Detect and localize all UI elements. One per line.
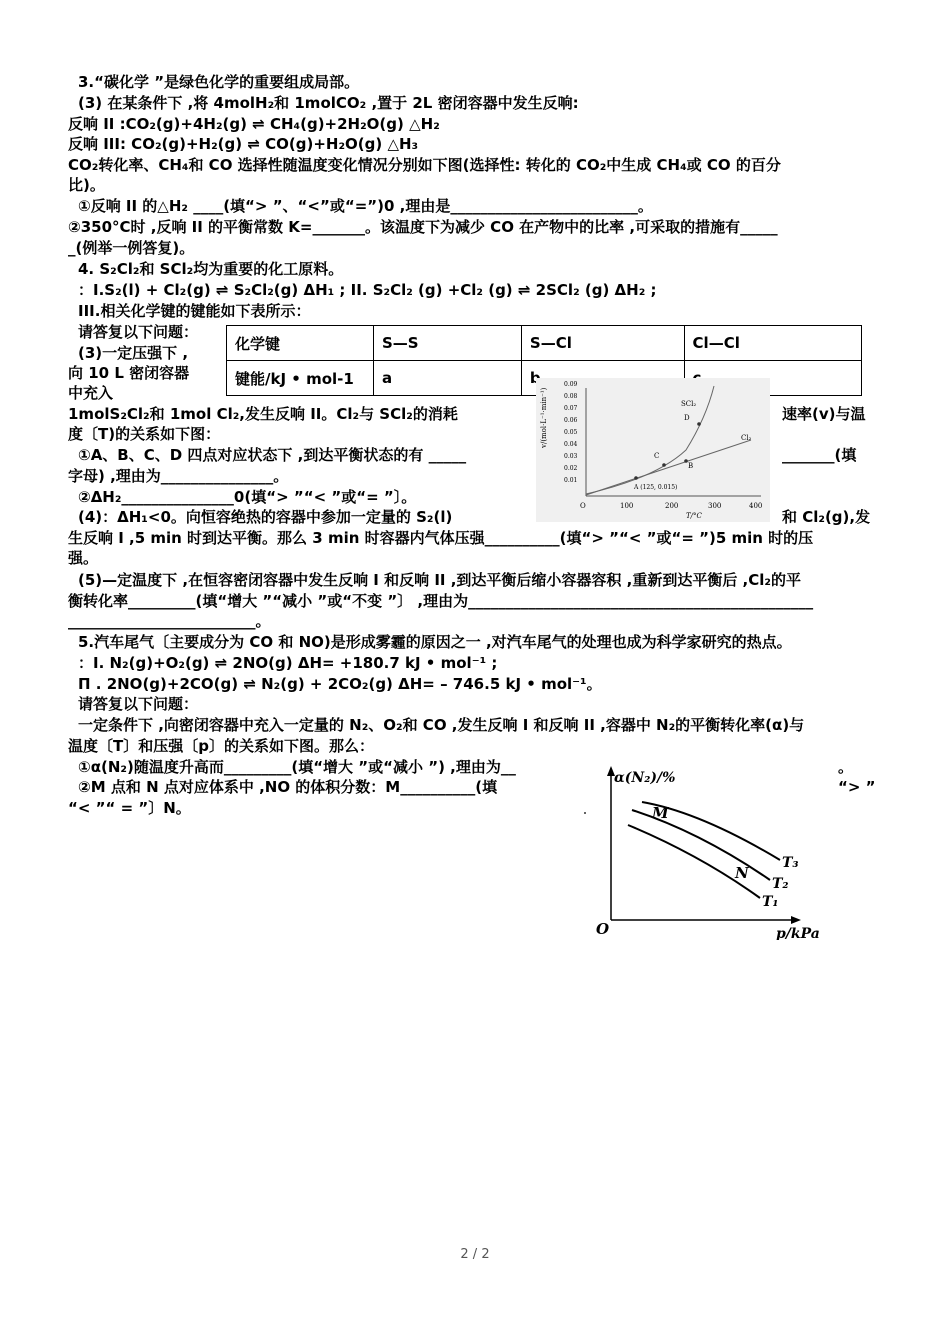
- point-b-label: B: [688, 462, 694, 470]
- xtick: 300: [708, 502, 722, 510]
- q4-part5-c: _________________________。: [68, 612, 271, 630]
- q4-part3-c: 中充入: [68, 384, 114, 402]
- chart1-xlabel: T/°C: [686, 512, 702, 520]
- point-a: [634, 476, 638, 480]
- q4-bond-intro: III.相关化学键的键能如下表所示：: [78, 302, 311, 320]
- ytick: 0.05: [564, 429, 578, 436]
- q5-para-1: 一定条件下 ,向密闭容器中充入一定量的 N₂、O₂和 CO ,发生反响 I 和反响 II ,容器中 N₂的平衡转化率(α)与: [78, 716, 805, 734]
- xtick: 100: [620, 502, 634, 510]
- conversion-pressure-chart: [580, 760, 830, 940]
- q5-sub2-right: “> ”: [838, 778, 876, 796]
- q3-part3: (3) 在某条件下 ,将 4molH₂和 1molCO₂ ,置于 2L 密闭容器中发生反响:: [78, 94, 579, 112]
- ytick: 0.07: [564, 405, 578, 412]
- q4-item1: ①A、B、C、D 四点对应状态下 ,到达平衡状态的有 _____: [78, 446, 467, 464]
- table-cell: b: [521, 361, 684, 396]
- table-cell: S—Cl: [521, 326, 684, 361]
- page-number: 2 / 2: [460, 1247, 490, 1262]
- q4-ask: 请答复以下问题：: [78, 323, 199, 341]
- table-cell: 键能/kJ • mol-1: [227, 361, 374, 396]
- ytick: 0.01: [564, 477, 578, 484]
- q5-reaction-2: Π . 2NO(g)+2CO(g) ⇌ N₂(g) + 2CO₂(g) ΔH= – 746.5 kJ • mol⁻¹。: [78, 675, 602, 693]
- point-d-label: D: [684, 414, 690, 422]
- point-n-label: N: [735, 864, 749, 882]
- table-cell: 化学键: [227, 326, 374, 361]
- q5-sub1: ①α(N₂)随温度升高而_________(填“增大 ”或“减小 ”) ,理由为__: [78, 758, 516, 776]
- table-cell: Cl—Cl: [684, 326, 861, 361]
- q5-title: 5.汽车尾气〔主要成分为 CO 和 NO)是形成雾霾的原因之一 ,对汽车尾气的处理也成为科学家研究的热点。: [78, 633, 792, 651]
- q3-sub1: ①反响 II 的△H₂ ____(填“> ”、“<”或“=”)0 ,理由是_________________________。: [78, 197, 653, 215]
- q4-part3-e: 度〔T)的关系如下图：: [68, 425, 221, 443]
- q5-sub2: ②M 点和 N 点对应体系中 ,NO 的体积分数：M__________(填: [78, 778, 498, 796]
- point-c-label: C: [654, 452, 660, 460]
- q3-title: 3.“碳化学 ”是绿色化学的重要组成局部。: [78, 73, 360, 91]
- reaction-3: 反响 III: CO₂(g)+H₂(g) ⇌ CO(g)+H₂O(g) △H₃: [68, 135, 419, 153]
- ytick: 0.06: [564, 417, 578, 424]
- chart1-xticks: [580, 502, 762, 510]
- q5-ask: 请答复以下问题：: [78, 695, 199, 713]
- label-t1: T₁: [762, 894, 779, 910]
- xtick: O: [580, 502, 586, 510]
- scl2-label: SCl₂: [681, 400, 697, 408]
- q4-part4: (4)：ΔH₁<0。向恒容绝热的容器中参加一定量的 S₂(l): [78, 508, 453, 526]
- point-m-label: M: [652, 804, 669, 822]
- q3-sub2-cont: _(例举一例答复)。: [68, 239, 195, 257]
- point-a-label: A (125, 0.015): [634, 484, 678, 491]
- selectivity-text-2: 比)。: [68, 176, 105, 194]
- ytick: 0.08: [564, 393, 578, 400]
- q4-part3-a: (3)一定压强下 ,: [78, 344, 189, 362]
- label-t2: T₂: [772, 876, 789, 892]
- rate-temperature-chart: [536, 378, 770, 522]
- table-cell: c: [684, 361, 861, 396]
- reaction-2: 反响 II :CO₂(g)+4H₂(g) ⇌ CH₄(g)+2H₂O(g) △H₂: [68, 115, 440, 133]
- ytick: 0.09: [564, 381, 578, 388]
- chart1-yticks: [564, 381, 578, 484]
- q3-sub2: ②350°C时 ,反响 II 的平衡常数 K=_______。该温度下为减少 CO 在产物中的比率 ,可采取的措施有_____: [68, 218, 778, 236]
- xtick: 400: [749, 502, 763, 510]
- q4-title: 4. S₂Cl₂和 SCl₂均为重要的化工原料。: [78, 260, 344, 278]
- table-header-row: [227, 326, 862, 361]
- chart2-ylabel: α(N₂)/%: [614, 770, 676, 786]
- q4-part3-b: 向 10 L 密闭容器: [68, 364, 190, 382]
- q4-part4-c: 强。: [68, 549, 99, 567]
- chart2-xlabel: p/kPa: [776, 926, 820, 940]
- chart1-ylabel: v/(mol·L⁻¹·min⁻¹): [540, 387, 548, 448]
- stray-dot: [584, 812, 586, 814]
- point-c: [662, 463, 666, 467]
- xtick: 200: [665, 502, 679, 510]
- cl2-label: Cl₂: [741, 434, 752, 442]
- q5-reaction-1: ：I. N₂(g)+O₂(g) ⇌ 2NO(g) ΔH= +180.7 kJ • mol⁻¹ ;: [78, 654, 498, 672]
- point-d: [697, 422, 701, 426]
- chart2-origin: O: [596, 920, 610, 938]
- label-t3: T₃: [782, 855, 799, 871]
- q4-item1-right: _______(填: [782, 446, 857, 464]
- q4-part3-d: 1molS₂Cl₂和 1mol Cl₂,发生反响 II。Cl₂与 SCl₂的消耗: [68, 405, 458, 423]
- q4-part4-b: 生反响 I ,5 min 时到达平衡。那么 3 min 时容器内气体压强__________(填“> ”“< ”或“= ”)5 min 时的压: [68, 529, 814, 547]
- q4-part3-d-right: 速率(v)与温: [782, 405, 866, 423]
- q4-reactions: ：I.S₂(l) + Cl₂(g) ⇌ S₂Cl₂(g) ΔH₁ ; II. S₂Cl₂ (g) +Cl₂ (g) ⇌ 2SCl₂ (g) ΔH₂ ;: [78, 281, 657, 299]
- ytick: 0.03: [564, 453, 578, 460]
- q4-item2: ②ΔH₂_______________0(填“> ”“< ”或“= ”〕。: [78, 488, 417, 506]
- q5-sub1-right: 。: [838, 758, 854, 776]
- chart2-x-arrow: [791, 916, 801, 924]
- q4-item1-cont: 字母) ,理由为_______________。: [68, 467, 289, 485]
- ytick: 0.02: [564, 465, 578, 472]
- table-cell: S—S: [374, 326, 522, 361]
- q5-sub2-cont: “< ”“ = ”〕N。: [68, 799, 191, 817]
- selectivity-text: CO₂转化率、CH₄和 CO 选择性随温度变化情况分别如下图(选择性: 转化的 CO₂中生成 CH₄或 CO 的百分: [68, 156, 781, 174]
- ytick: 0.04: [564, 441, 578, 448]
- q4-part5-b: 衡转化率_________(填“增大 ”“减小 ”或“不变 ”〕 ,理由为______________________________________________: [68, 592, 814, 610]
- table-cell: a: [374, 361, 522, 396]
- q5-para-2: 温度〔T〕和压强〔p〕的关系如下图。那么：: [68, 737, 374, 755]
- q4-part4-right: 和 Cl₂(g),发: [782, 508, 871, 526]
- q4-part5: (5)—定温度下 ,在恒容密闭容器中发生反响 I 和反响 II ,到达平衡后缩小容器容积 ,重新到达平衡后 ,Cl₂的平: [78, 571, 801, 589]
